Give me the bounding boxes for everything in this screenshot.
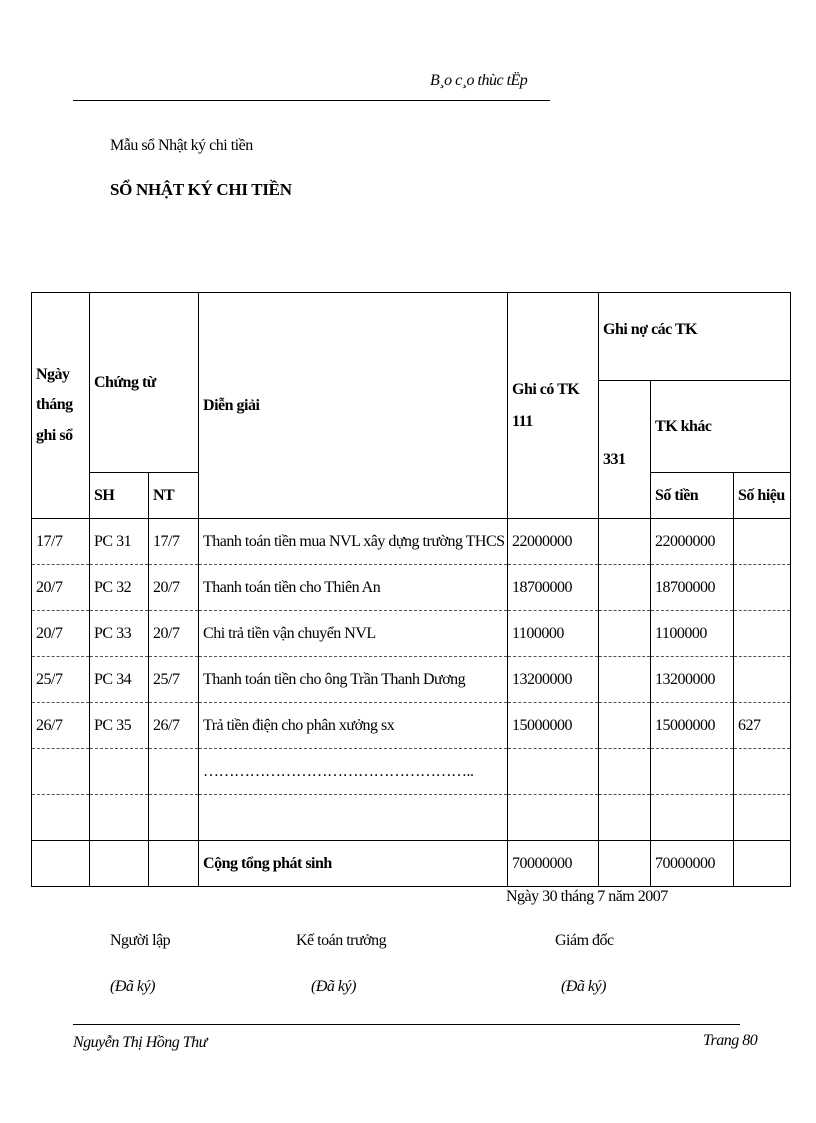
cell-code bbox=[734, 565, 791, 611]
cell-date: 26/7 bbox=[32, 703, 90, 749]
chief-accountant-signed: (Đã ký) bbox=[311, 978, 356, 995]
total-label: Cộng tổng phát sinh bbox=[199, 841, 508, 887]
table-row bbox=[32, 657, 791, 703]
chief-accountant-label: Kế toán trưởng bbox=[296, 932, 387, 949]
cell-description: Chi trả tiền vận chuyển NVL bbox=[199, 611, 508, 657]
cell-code: 627 bbox=[734, 703, 791, 749]
cell-nt: 20/7 bbox=[149, 565, 199, 611]
header-credit-111: Ghi có TK 111 bbox=[508, 293, 599, 519]
table-row bbox=[32, 749, 791, 795]
cell-code bbox=[734, 519, 791, 565]
header-nt: NT bbox=[149, 473, 199, 519]
cell-description: Trả tiền điện cho phân xưởng sx bbox=[199, 703, 508, 749]
cell-credit: 13200000 bbox=[508, 657, 599, 703]
cell-nt: 20/7 bbox=[149, 611, 199, 657]
cell-code bbox=[734, 795, 791, 841]
cell-date bbox=[32, 749, 90, 795]
cell-credit bbox=[508, 795, 599, 841]
table-row bbox=[32, 611, 791, 657]
table-row bbox=[32, 519, 791, 565]
header-code: Số hiệu bbox=[734, 473, 791, 519]
total-empty-cell bbox=[149, 841, 199, 887]
footer-page-number: Trang 80 bbox=[703, 1032, 758, 1049]
cell-sh: PC 34 bbox=[90, 657, 149, 703]
cell-sh bbox=[90, 795, 149, 841]
cell-credit: 1100000 bbox=[508, 611, 599, 657]
total-credit: 70000000 bbox=[508, 841, 599, 887]
footer-author: Nguyễn Thị Hồng Thư bbox=[73, 1034, 207, 1051]
cell-331 bbox=[599, 519, 651, 565]
cell-nt: 26/7 bbox=[149, 703, 199, 749]
cell-credit: 22000000 bbox=[508, 519, 599, 565]
cell-date: 20/7 bbox=[32, 611, 90, 657]
cell-description: Thanh toán tiền cho Thiên An bbox=[199, 565, 508, 611]
cell-sh: PC 32 bbox=[90, 565, 149, 611]
cell-code bbox=[734, 611, 791, 657]
cell-date bbox=[32, 795, 90, 841]
header-debit-group: Ghi nợ các TK bbox=[599, 293, 791, 381]
cell-331 bbox=[599, 703, 651, 749]
preparer-label: Người lập bbox=[110, 932, 171, 949]
cell-nt: 17/7 bbox=[149, 519, 199, 565]
header-other-accounts: TK khác bbox=[651, 381, 791, 473]
preparer-signed: (Đã ký) bbox=[110, 978, 155, 995]
cell-sh: PC 31 bbox=[90, 519, 149, 565]
header-divider bbox=[73, 100, 550, 101]
header-sh: SH bbox=[90, 473, 149, 519]
total-amount: 70000000 bbox=[651, 841, 734, 887]
cell-331 bbox=[599, 611, 651, 657]
cell-331 bbox=[599, 657, 651, 703]
cell-code bbox=[734, 657, 791, 703]
header-account-331: 331 bbox=[599, 381, 651, 519]
total-empty-cell bbox=[734, 841, 791, 887]
signing-date: Ngày 30 tháng 7 năm 2007 bbox=[506, 888, 668, 905]
cell-credit: 18700000 bbox=[508, 565, 599, 611]
cell-amount: 22000000 bbox=[651, 519, 734, 565]
total-row bbox=[32, 841, 791, 887]
header-voucher: Chứng từ bbox=[90, 293, 199, 473]
cell-amount bbox=[651, 795, 734, 841]
total-empty-cell bbox=[90, 841, 149, 887]
director-signed: (Đã ký) bbox=[561, 978, 606, 995]
cell-sh: PC 35 bbox=[90, 703, 149, 749]
cell-sh bbox=[90, 749, 149, 795]
cell-date: 20/7 bbox=[32, 565, 90, 611]
cell-credit: 15000000 bbox=[508, 703, 599, 749]
cell-description bbox=[199, 795, 508, 841]
cell-nt bbox=[149, 749, 199, 795]
header-description: Diễn giải bbox=[199, 293, 508, 519]
cell-amount bbox=[651, 749, 734, 795]
report-header: B¸o c¸o thùc tËp bbox=[430, 72, 528, 89]
cell-description: Thanh toán tiền cho ông Trần Thanh Dương bbox=[199, 657, 508, 703]
cell-date: 25/7 bbox=[32, 657, 90, 703]
cell-nt: 25/7 bbox=[149, 657, 199, 703]
footer-divider bbox=[73, 1024, 740, 1025]
cell-331 bbox=[599, 795, 651, 841]
cell-amount: 15000000 bbox=[651, 703, 734, 749]
cell-description: Thanh toán tiền mua NVL xây dựng trường THCS bbox=[199, 519, 508, 565]
cell-amount: 1100000 bbox=[651, 611, 734, 657]
header-amount: Số tiền bbox=[651, 473, 734, 519]
cell-code bbox=[734, 749, 791, 795]
document-title: SỔ NHẬT KÝ CHI TIỀN bbox=[110, 180, 292, 199]
header-date: Ngày tháng ghi sổ bbox=[32, 293, 90, 519]
cell-date: 17/7 bbox=[32, 519, 90, 565]
cell-331 bbox=[599, 565, 651, 611]
cell-amount: 18700000 bbox=[651, 565, 734, 611]
cell-nt bbox=[149, 795, 199, 841]
table-row bbox=[32, 565, 791, 611]
form-subtitle: Mẫu sổ Nhật ký chi tiền bbox=[110, 137, 253, 154]
total-empty-cell bbox=[599, 841, 651, 887]
cell-amount: 13200000 bbox=[651, 657, 734, 703]
cell-331 bbox=[599, 749, 651, 795]
total-empty-cell bbox=[32, 841, 90, 887]
table-row bbox=[32, 795, 791, 841]
director-label: Giám đốc bbox=[555, 932, 614, 949]
cell-description: …………………………………………….. bbox=[199, 749, 508, 795]
cell-credit bbox=[508, 749, 599, 795]
table-row bbox=[32, 703, 791, 749]
cash-disbursement-journal bbox=[31, 292, 791, 887]
cell-sh: PC 33 bbox=[90, 611, 149, 657]
